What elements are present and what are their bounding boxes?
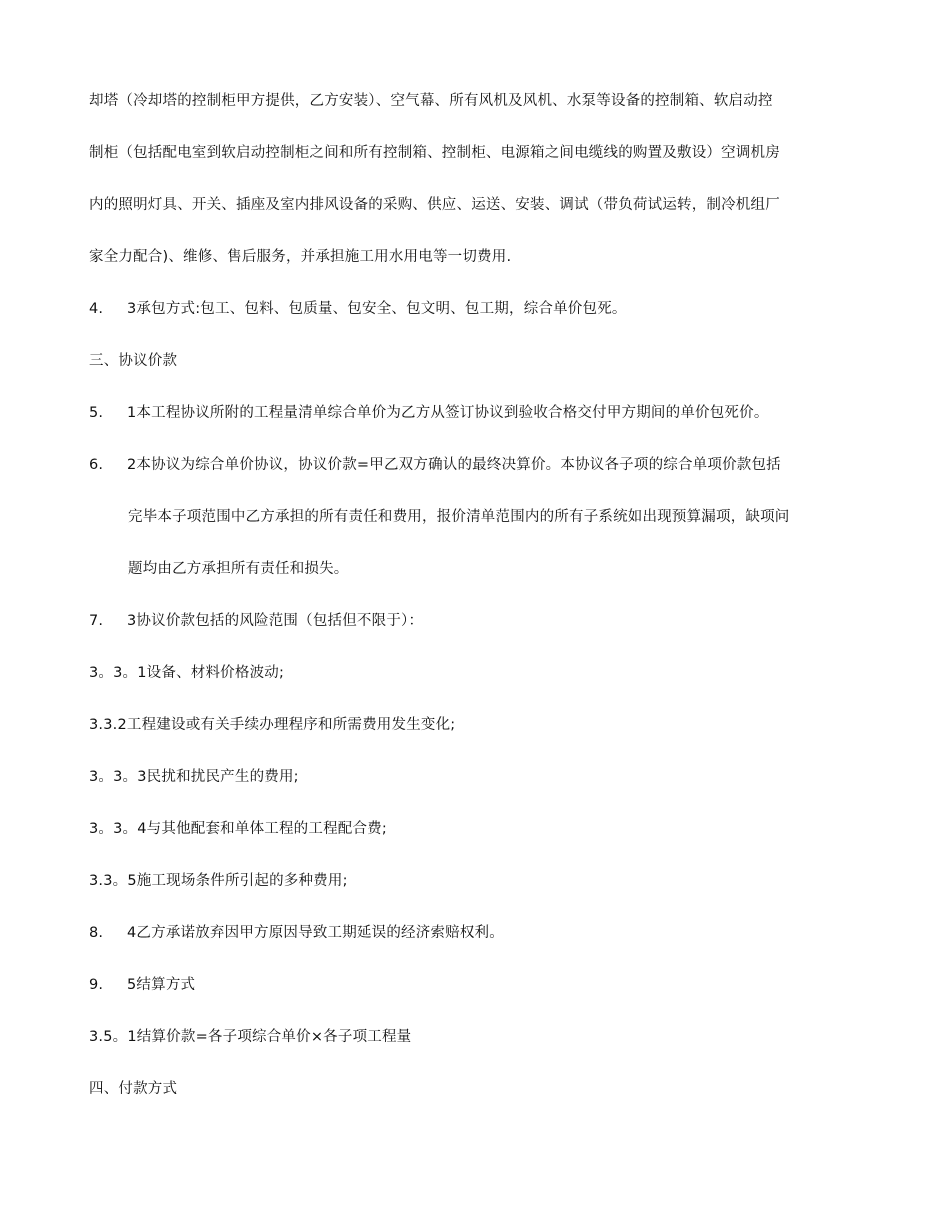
- section-3-heading: 三、协议价款: [89, 353, 178, 369]
- subclause-3-3-4: 3。3。4与其他配套和单体工程的工程配合费;: [89, 821, 387, 837]
- clause-9-text: 5结算方式: [127, 977, 196, 993]
- clause-5-text: 1本工程协议所附的工程量清单综合单价为乙方从签订协议到验收合格交付甲方期间的单价包死价。: [127, 405, 769, 421]
- subclause-3-3-3: 3。3。3民扰和扰民产生的费用;: [89, 769, 299, 785]
- clause-8-number: 8.: [89, 925, 104, 941]
- clause-7-line: [89, 611, 423, 631]
- clause-8-text: 4乙方承诺放弃因甲方原因导致工期延误的经济索赔权利。: [127, 925, 504, 941]
- clause-6-number: 6.: [89, 457, 104, 473]
- clause-9-line: [89, 975, 195, 995]
- subclause-3-3-1: 3。3。1设备、材料价格波动;: [89, 665, 285, 681]
- clause-5-line: [89, 403, 769, 423]
- clause-7-number: 7.: [89, 613, 104, 629]
- section-4-heading: 四、付款方式: [89, 1081, 178, 1097]
- clause-9-number: 9.: [89, 977, 104, 993]
- paragraph-continuation-line-3: 内的照明灯具、开关、插座及室内排风设备的采购、供应、运送、安装、调试（带负荷试运转，制冷机组厂: [89, 197, 780, 213]
- clause-4-line: [89, 299, 627, 319]
- clause-6-line: [89, 455, 781, 475]
- clause-6-text-line-2: 完毕本子项范围中乙方承担的所有责任和费用，报价清单范围内的所有子系统如出现预算漏项，缺项问: [128, 509, 790, 525]
- clause-4-number: 4.: [89, 301, 104, 317]
- paragraph-continuation-line-4: 家全力配合)、维修、售后服务，并承担施工用水用电等一切费用.: [89, 249, 512, 265]
- clause-5-number: 5.: [89, 405, 104, 421]
- clause-4-text: 3承包方式:包工、包料、包质量、包安全、包文明、包工期，综合单价包死。: [127, 301, 627, 317]
- subclause-3-3-2: 3.3.2工程建设或有关手续办理程序和所需费用发生变化;: [89, 717, 456, 733]
- clause-6-text: 2本协议为综合单价协议，协议价款=甲乙双方确认的最终决算价。本协议各子项的综合单项价款包括: [127, 457, 781, 473]
- clause-7-text: 3协议价款包括的风险范围（包括但不限于）：: [127, 613, 424, 629]
- paragraph-continuation-line-1: 却塔（冷却塔的控制柜甲方提供，乙方安装）、空气幕、所有风机及风机、水泵等设备的控制箱、软启动控: [89, 93, 773, 109]
- subclause-3-5-1: 3.5。1结算价款=各子项综合单价×各子项工程量: [89, 1029, 412, 1045]
- clause-8-line: [89, 923, 504, 943]
- paragraph-continuation-line-2: 制柜（包括配电室到软启动控制柜之间和所有控制箱、控制柜、电源箱之间电缆线的购置及敷设）空调机房: [89, 145, 780, 161]
- clause-6-text-line-3: 题均由乙方承担所有责任和损失。: [128, 561, 349, 577]
- subclause-3-3-5: 3.3。5施工现场条件所引起的多种费用;: [89, 873, 348, 889]
